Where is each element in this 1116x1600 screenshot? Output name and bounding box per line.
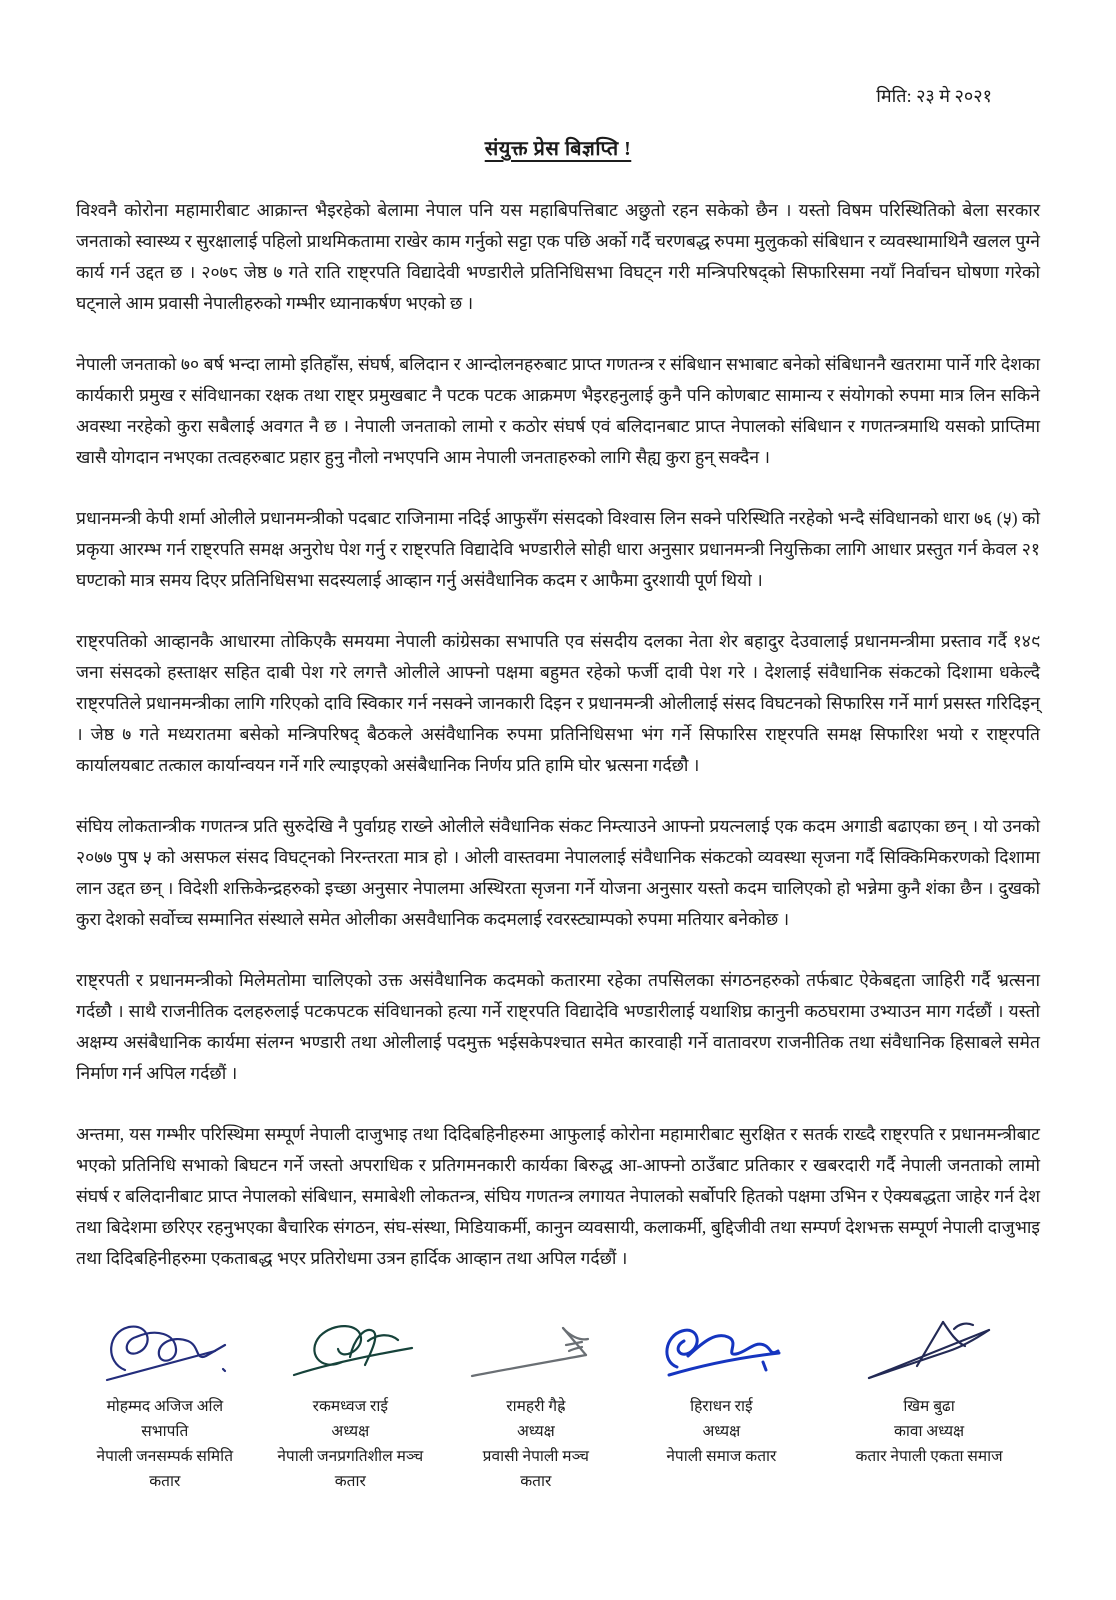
signatory-org: नेपाली जनसम्पर्क समिति xyxy=(96,1448,234,1465)
signatory-name: खिम बुढा xyxy=(903,1398,955,1415)
signature-ink xyxy=(76,1308,254,1392)
signatory-role: अध्यक्ष xyxy=(702,1423,741,1440)
paragraph: संघिय लोकतान्त्रीक गणतन्त्र प्रति सुरुदेखि नै पुर्वाग्रह राख्ने ओलीले संवैधानिक संकट निम्त्याउने आफ्नो प्रयत्नलाई एक कदम अगाडी बढाएका छन् । यो उनको २०७७ पुष ५ को असफल संसद विघट्नको निरन्तरता मात्र हो । ओली वास्तवमा नेपाललाई संवैधानिक संकटको व्यवस्था सृजना गर्दै सिक्किमिकरणको दिशामा लान उद्दत छन् । विदेशी शक्तिकेन्द्रहरुको इच्छा अनुसार नेपालमा अस्थिरता सृजना गर्ने योजना अनुसार यस्तो कदम चालिएको हो भन्नेमा कुनै शंका छैन । दुखको कुरा देशको सर्वोच्च सम्मानित संस्थाले समेत ओलीका असवैधानिक कदमलाई रवरस्ट्याम्पको रुपमा मतियार बनेकोछ । xyxy=(76,816,1040,929)
signature-ink xyxy=(447,1308,625,1392)
signatory-role: सभापति xyxy=(141,1423,189,1440)
document-body xyxy=(76,195,1040,1274)
paragraph: प्रधानमन्त्री केपी शर्मा ओलीले प्रधानमन्त्रीको पदबाट राजिनामा नदिई आफुसँग संसदको विश्वास लिन सक्ने परिस्थिति नरहेको भन्दै संविधानको धारा ७६ (५) को प्रकृया आरम्भ गर्न राष्ट्रपति समक्ष अनुरोध पेश गर्नु र राष्ट्रपति विद्यादेवि भण्डारीले सोही धारा अनुसार प्रधानमन्त्री नियुक्तिका लागि आधार प्रस्तुत गर्न केवल २१ घण्टाको मात्र समय दिएर प्रतिनिधिसभा सदस्यलाई आव्हान गर्नु असंवैधानिक कदम र आफैमा दुरशायी पूर्ण थियो । xyxy=(76,508,1040,590)
signatory-name: मोहम्मद अजिज अलि xyxy=(106,1398,224,1415)
signature-ink xyxy=(633,1308,811,1392)
signatory-block xyxy=(262,1308,440,1494)
signature-ink xyxy=(262,1308,440,1392)
paragraph: नेपाली जनताको ७० बर्ष भन्दा लामो इतिहाँस, संघर्ष, बलिदान र आन्दोलनहरुबाट प्राप्त गणतन्त्र र संबिधान सभाबाट बनेको संबिधाननै खतरामा पार्ने गरि देशका कार्यकारी प्रमुख र संविधानका रक्षक तथा राष्ट्र प्रमुखबाट नै पटक पटक आक्रमण भैइरहनुलाई कुनै पनि कोणबाट सामान्य र संयोगको रुपमा मात्र लिन सकिने अवस्था नरहेको कुरा सबैलाई अवगत नै छ । नेपाली जनताको लामो र कठोर संघर्ष एवं बलिदानबाट प्राप्त नेपालको संबिधान र गणतन्त्रमाथि यसको प्राप्तिमा खासै योगदान नभएका तत्वहरुबाट प्रहार हुनु नौलो नभएपनि आम नेपाली जनताहरुको लागि सैह्य कुरा हुन् सक्दैन । xyxy=(76,354,1040,467)
signatory-role: कावा अध्यक्ष xyxy=(893,1423,965,1440)
paragraph: अन्तमा, यस गम्भीर परिस्थिमा सम्पूर्ण नेपाली दाजुभाइ तथा दिदिबहिनीहरुमा आफुलाई कोरोना महामारीबाट सुरक्षित र सतर्क राख्दै राष्ट्रपति र प्रधानमन्त्रीबाट भएको प्रतिनिधि सभाको बिघटन गर्ने जस्तो अपराधिक र प्रतिगमनकारी कार्यका बिरुद्ध आ-आफ्नो ठाउँबाट प्रतिकार र खबरदारी गर्दै नेपाली जनताको लामो संघर्ष र बलिदानीबाट प्राप्त नेपालको संबिधान, समाबेशी लोकतन्त्र, संघिय गणतन्त्र लगायत नेपालको सर्बोपरि हितको पक्षमा उभिन र ऐक्यबद्धता जाहेर गर्न देश तथा बिदेशमा छरिएर रहनुभएका बैचारिक संगठन, संघ-संस्था, मिडियाकर्मी, कानुन व्यवसायी, कलाकर्मी, बुद्दिजीवी तथा सम्पर्ण देशभक्त सम्पूर्ण नेपाली दाजुभाइ तथा दिदिबहिनीहरुमा एकताबद्ध भएर प्रतिरोधमा उत्रन हार्दिक आव्हान तथा अपिल गर्दछौं । xyxy=(76,1124,1040,1268)
signatory-role: अध्यक्ष xyxy=(516,1423,555,1440)
signature-row xyxy=(76,1308,1040,1494)
signatory-block xyxy=(818,1308,1040,1469)
signatory-place: कतार xyxy=(520,1473,552,1490)
signatory-place: कतार xyxy=(149,1473,181,1490)
signatory-org: कतार नेपाली एकता समाज xyxy=(855,1448,1003,1465)
signature-ink xyxy=(818,1308,1040,1392)
signatory-org: नेपाली जनप्रगतिशील मञ्च xyxy=(277,1448,424,1465)
signatory-block xyxy=(447,1308,625,1494)
signatory-name: रामहरी गैह्रे xyxy=(506,1398,566,1415)
signatory-org: प्रवासी नेपाली मञ्च xyxy=(482,1448,589,1465)
document-title: संयुक्त प्रेस बिज्ञप्ति ! xyxy=(484,138,632,160)
signatory-place: कतार xyxy=(334,1473,366,1490)
paragraph: राष्ट्रपतिको आव्हानकै आधारमा तोकिएकै समयमा नेपाली कांग्रेसका सभापति एव संसदीय दलका नेता शेर बहादुर देउवालाई प्रधानमन्त्रीमा प्रस्ताव गर्दै १४९ जना संसदको हस्ताक्षर सहित दाबी पेश गरे लगत्तै ओलीले आफ्नो पक्षमा बहुमत रहेको फर्जी दावी पेश गरे । देशलाई संवैधानिक संकटको दिशामा धकेल्दै राष्ट्रपतिले प्रधानमन्त्रीका लागि गरिएको दावि स्विकार गर्न नसक्ने जानकारी दिइन र प्रधानमन्त्री ओलीलाई संसद विघटनको सिफारिस गर्ने मार्ग प्रसस्त गरिदिइन् । जेष्ठ ७ गते मध्यरातमा बसेको मन्त्रिपरिषद् बैठकले असंवैधानिक रुपमा प्रतिनिधिसभा भंग गर्ने सिफारिस राष्ट्रपति समक्ष सिफारिश भयो र राष्ट्रपति कार्यालयबाट तत्काल कार्यान्वयन गर्ने गरि ल्याइएको असंबैधानिक निर्णय प्रति हामि घोर भ्रत्सना गर्दछौै । xyxy=(76,631,1040,775)
signatory-block xyxy=(633,1308,811,1469)
signatory-name: हिराधन राई xyxy=(690,1398,753,1415)
signatory-role: अध्यक्ष xyxy=(331,1423,370,1440)
signatory-name: रकमध्वज राई xyxy=(312,1398,388,1415)
signatory-org: नेपाली समाज कतार xyxy=(666,1448,777,1465)
signatory-block xyxy=(76,1308,254,1494)
date-label: मिति: २३ मे २०२१ xyxy=(876,86,992,106)
paragraph: विश्वनै कोरोना महामारीबाट आक्रान्त भैइरहेको बेलामा नेपाल पनि यस महाबिपत्तिबाट अछुतो रहन सकेको छैन । यस्तो विषम परिस्थितिको बेला सरकार जनताको स्वास्थ्य र सुरक्षालाई पहिलो प्राथमिकतामा राखेर काम गर्नुको सट्टा एक पछि अर्को गर्दै चरणबद्ध रुपमा मुलुकको संबिधान र व्यवस्थामाथिनै खलल पुग्ने कार्य गर्न उद्दत छ । २०७८ जेष्ठ ७ गते राति राष्ट्रपति विद्यादेवी भण्डारीले प्रतिनिधिसभा विघट्न गरी मन्त्रिपरिषद्को सिफारिसमा नयाँ निर्वाचन घोषणा गरेको घट्नाले आम प्रवासी नेपालीहरुको गम्भीर ध्यानाकर्षण भएको छ । xyxy=(76,200,1040,313)
paragraph: राष्ट्रपती र प्रधानमन्त्रीको मिलेमतोमा चालिएको उक्त असंवैधानिक कदमको कतारमा रहेका तपसिलका संगठनहरुको तर्फबाट ऐकेबद्दता जाहिरी गर्दै भ्रत्सना गर्दछौै । साथै राजनीतिक दलहरुलाई पटकपटक संविधानको हत्या गर्ने राष्ट्रपति विद्यादेवि भण्डारीलाई यथाशिघ्र कानुनी कठघरामा उभ्याउन माग गर्दछौं । यस्तो अक्षम्य असंबैधानिक कार्यमा संलग्न भण्डारी तथा ओलीलाई पदमुक्त भईसकेपश्चात समेत कारवाही गर्ने वातावरण राजनीतिक तथा संवैधानिक हिसाबले समेत निर्माण गर्न अपिल गर्दछौं । xyxy=(76,970,1040,1083)
